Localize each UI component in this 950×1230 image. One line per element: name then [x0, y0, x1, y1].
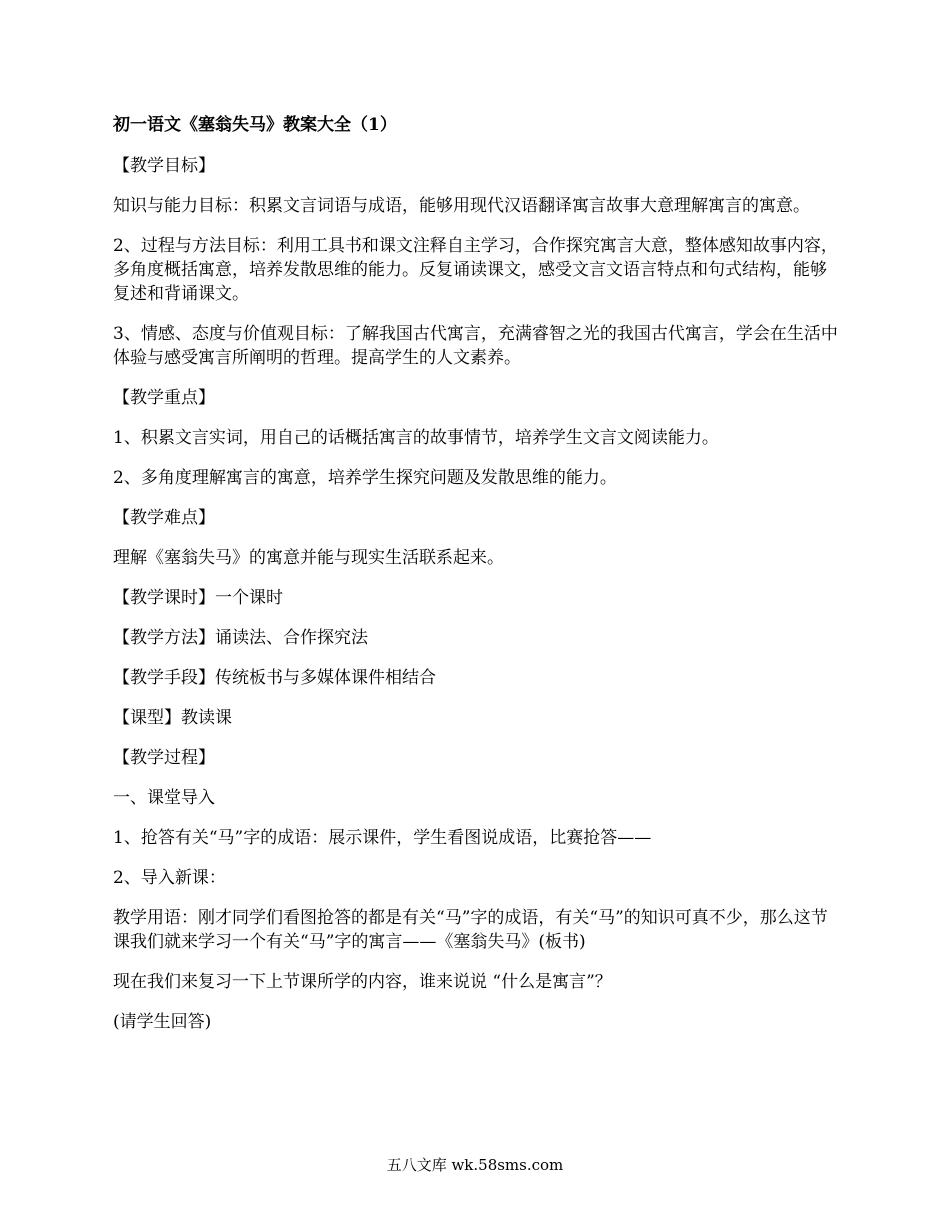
- difficulty-1: 理解《塞翁失马》的寓意并能与现实生活联系起来。: [113, 548, 504, 568]
- lesson-type: 【课型】教读课: [113, 708, 232, 728]
- teaching-methods: 【教学方法】诵读法、合作探究法: [113, 628, 368, 648]
- key-point-1: 1、积累文言实词，用自己的话概括寓言的故事情节，培养学生文言文阅读能力。: [113, 428, 719, 448]
- teaching-means: 【教学手段】传统板书与多媒体课件相结合: [113, 668, 436, 688]
- goal-knowledge-ability: 知识与能力目标：积累文言词语与成语，能够用现代汉语翻译寓言故事大意理解寓言的寓意。: [113, 196, 810, 216]
- student-answer-note: (请学生回答): [113, 1012, 212, 1032]
- heading-difficulties: 【教学难点】: [113, 508, 215, 528]
- document-body: [113, 113, 843, 1050]
- review-question: 现在我们来复习一下上节课所学的内容，谁来说说 “什么是寓言”？: [113, 972, 612, 992]
- section-class-intro: 一、课堂导入: [113, 788, 215, 808]
- intro-step-2: 2、导入新课：: [113, 868, 226, 888]
- heading-teaching-process: 【教学过程】: [113, 748, 215, 768]
- document-title: 初一语文《塞翁失马》教案大全（1）: [113, 115, 397, 135]
- goal-process-method: 2、过程与方法目标：利用工具书和课文注释自主学习，合作探究寓言大意，整体感知故事内容，多角度概括寓意，培养发散思维的能力。反复诵读课文，感受文言文语言特点和句式结构，能够复述和背诵课文。: [113, 236, 838, 304]
- teacher-script: 教学用语：刚才同学们看图抢答的都是有关“马”字的成语，有关“马”的知识可真不少，那么这节课我们就来学习一个有关“马”字的寓言——《塞翁失马》(板书): [113, 908, 828, 952]
- intro-step-1: 1、抢答有关“马”字的成语：展示课件，学生看图说成语，比赛抢答——: [113, 828, 652, 848]
- goal-emotion-values: 3、情感、态度与价值观目标：了解我国古代寓言，充满睿智之光的我国古代寓言，学会在生活中体验与感受寓言所阐明的哲理。提高学生的人文素养。: [113, 324, 838, 368]
- footer-watermark: 五八文库 wk.58sms.com: [386, 1156, 564, 1174]
- heading-key-points: 【教学重点】: [113, 388, 215, 408]
- class-hours: 【教学课时】一个课时: [113, 588, 283, 608]
- key-point-2: 2、多角度理解寓言的寓意，培养学生探究问题及发散思维的能力。: [113, 468, 617, 488]
- heading-teaching-goals: 【教学目标】: [113, 156, 215, 176]
